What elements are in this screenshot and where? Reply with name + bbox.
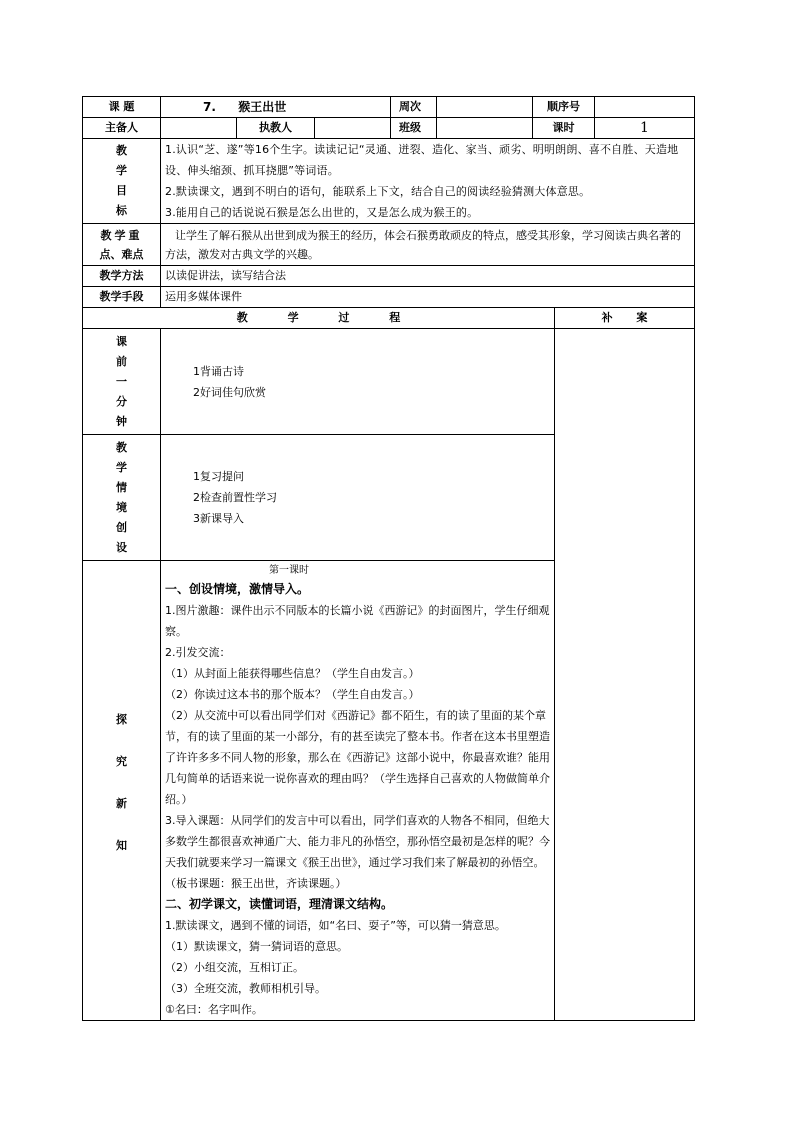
situation-label-char: 设 [116,540,127,554]
explore-label-char: 探 [116,712,127,726]
supplement-column [555,329,695,1021]
key-points-text: 让学生了解石猴从出世到成为猴王的经历，体会石猴勇敢顽皮的特点，感受其形象，学习阅读古典名著的方法，激发对古典文学的兴趣。 [161,224,695,266]
pre-class-label [83,329,161,435]
period-label: 课时 [533,118,595,139]
situation-label-char: 学 [116,460,127,474]
method-label: 教学方法 [83,266,161,287]
week-value [437,97,533,118]
class-value [437,118,533,139]
objectives-label-char: 学 [116,164,127,177]
objective-item: 2.默读课文，遇到不明白的语句，能联系上下文，结合自己的阅读经验猜测大体意思。 [165,185,591,198]
situation-label-char: 境 [116,500,127,514]
situation-label-char: 教 [116,440,127,454]
process-paragraph: ①名曰：名字叫作。 [165,1003,263,1016]
order-label: 顺序号 [533,97,595,118]
explore-label [83,561,161,1021]
preparer-label: 主备人 [83,118,161,139]
process-heading: 教 学 过 程 [83,308,555,329]
objectives-label-char: 教 [116,144,127,157]
means-row [83,287,695,308]
situation-label-char: 情 [116,480,127,494]
week-label: 周次 [391,97,437,118]
objective-item: 3.能用自己的话说说石猴是怎么出世的，又是怎么成为猴王的。 [165,206,479,219]
process-paragraph: 1.默读课文，遇到不懂的词语，如“名曰、耍子”等，可以猜一猜意思。 [165,919,506,932]
pre-class-label-char: 钟 [116,414,127,428]
key-points-label-line: 教学重 [100,228,143,242]
method-text: 以读促讲法，读写结合法 [161,266,695,287]
pre-class-label-char: 前 [116,354,127,368]
objectives-content [161,139,695,224]
objectives-label [83,139,161,224]
objectives-label-char: 标 [116,204,127,217]
class-label: 班级 [391,118,437,139]
process-paragraph: （2）小组交流，互相订正。 [165,961,304,974]
process-paragraph: （2）你读过这本书的那个版本？（学生自由发言。） [165,688,420,701]
objectives-row [83,139,695,224]
lesson-period: 第一课时 [269,565,309,576]
key-points-label-line: 点、难点 [99,247,144,261]
supplement-heading: 补 案 [555,308,695,329]
pre-class-label-char: 一 [116,374,127,388]
pre-class-item: 1背诵古诗 [193,364,244,378]
situation-content [161,435,555,561]
explore-content [161,561,555,1021]
explore-label-char: 究 [116,754,127,768]
situation-label-char: 创 [116,520,127,534]
topic-title: 猴王出世 [238,100,287,114]
header-row-1 [83,97,695,118]
teacher-label: 执教人 [237,118,315,139]
process-paragraph: （2）从交流中可以看出同学们对《西游记》都不陌生，有的读了里面的某个章节，有的读了里面的某一小部分，有的甚至读完了整本书。作者在这本书里塑造了许许多多不同人物的形象，那么在《西游记》这部小说中，你最喜欢谁？能用几句简单的话语来说一说你喜欢的理由吗？（学生选择自己喜欢的人物做简单介绍。） [165,709,550,806]
pre-class-label-char: 分 [116,394,127,408]
explore-label-char: 知 [116,838,127,852]
teacher-value [315,118,391,139]
topic-number: 7. [203,100,216,114]
situation-item: 1复习提问 [193,470,244,483]
period-value: 1 [595,118,695,139]
preparer-value [161,118,237,139]
method-row [83,266,695,287]
process-paragraph: （1）从封面上能获得哪些信息？（学生自由发言。） [165,667,420,680]
process-paragraph: 2.引发交流： [165,646,231,659]
process-paragraph: （3）全班交流，教师相机引导。 [165,982,326,995]
objectives-label-char: 目 [116,184,127,197]
lesson-plan-table [82,96,695,1021]
situation-item: 3新课导入 [193,512,244,525]
order-value [595,97,695,118]
header-row-2 [83,118,695,139]
section-heading: 二、初学课文，读懂词语，理清课文结构。 [165,897,394,911]
key-points-row [83,224,695,266]
section-heading: 一、创设情境，激情导入。 [165,582,310,596]
pre-class-row [83,329,695,435]
means-label: 教学手段 [83,287,161,308]
situation-label [83,435,161,561]
process-paragraph: （1）默读课文，猜一猜词语的意思。 [165,940,348,953]
situation-item: 2检查前置性学习 [193,491,277,504]
explore-label-char: 新 [116,796,127,810]
process-paragraph: 1.图片激趣：课件出示不同版本的长篇小说《西游记》的封面图片，学生仔细观察。 [165,604,550,638]
pre-class-item: 2好词佳句欣赏 [193,385,266,399]
means-text: 运用多媒体课件 [161,287,695,308]
process-paragraph: 3.导入课题：从同学们的发言中可以看出，同学们喜欢的人物各不相同，但绝大多数学生都很喜欢神通广大、能力非凡的孙悟空，那孙悟空最初是怎样的呢？今天我们就要来学习一篇课文《猴王出世》，通过学习我们来了解最初的孙悟空。（板书课题：猴王出世，齐读课题。） [165,814,550,890]
explore-lines [165,579,550,1020]
topic-label: 课 题 [83,97,161,118]
pre-class-content [161,329,555,435]
key-points-label [83,224,161,266]
process-header-row [83,308,695,329]
topic-cell [161,97,391,118]
objective-item: 1.认识“芝、遂”等16个生字。读读记记“灵通、迸裂、造化、家当、顽劣、明明朗朗、喜不自胜、天造地设、伸头缩颈、抓耳挠腮”等词语。 [165,143,679,177]
pre-class-label-char: 课 [116,334,127,348]
